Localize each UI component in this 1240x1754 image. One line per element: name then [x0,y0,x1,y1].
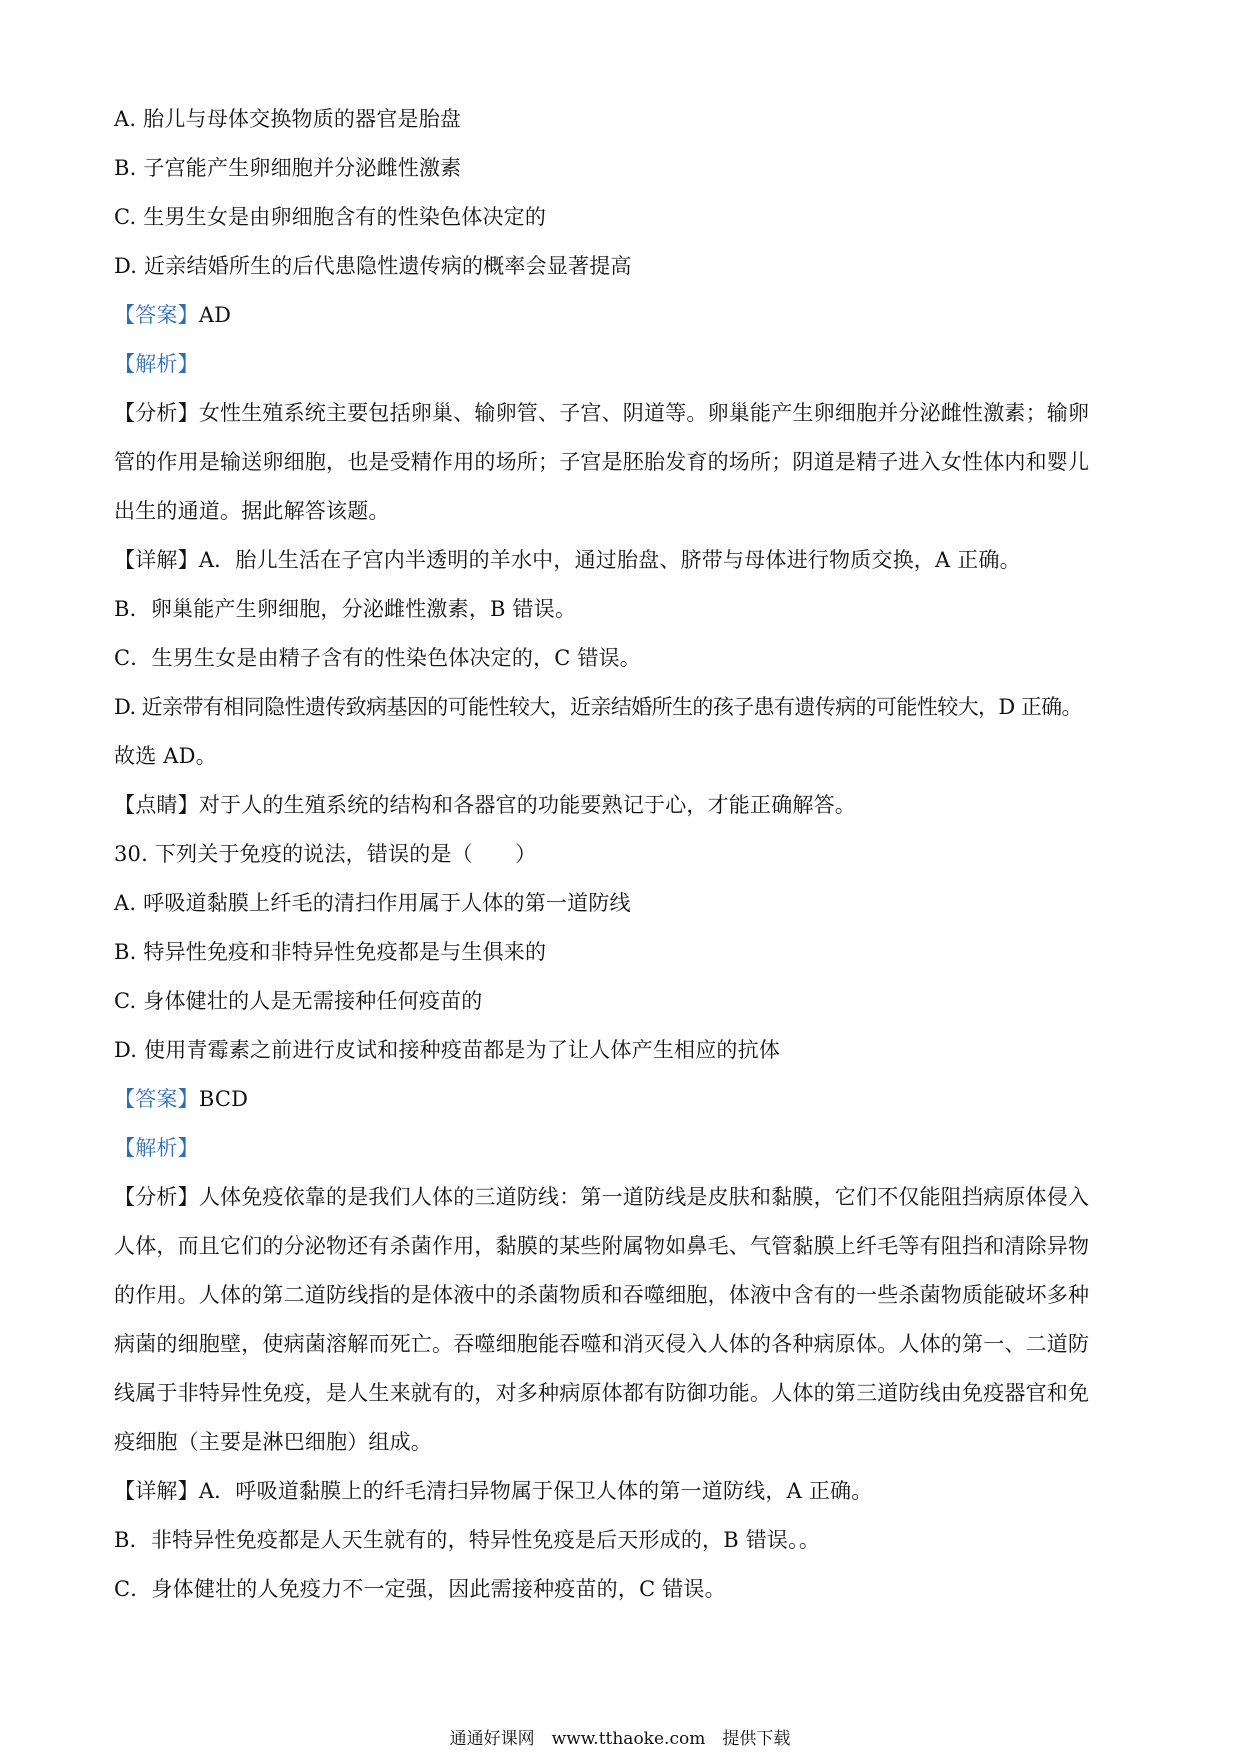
q30-option-d: D. 使用青霉素之前进行皮试和接种疫苗都是为了让人体产生相应的抗体 [114,1038,781,1062]
dianjing-tag: 【点睛】 [114,793,199,817]
q30-option-a: A. 呼吸道黏膜上纤毛的清扫作用属于人体的第一道防线 [114,891,631,915]
q29-xiangjie-b: B．卵巢能产生卵细胞，分泌雌性激素，B 错误。 [114,597,577,621]
q30-option-b: B. 特异性免疫和非特异性免疫都是与生俱来的 [114,940,547,964]
answer-value: AD [198,303,232,327]
q29-option-a: A. 胎儿与母体交换物质的器官是胎盘 [114,107,462,131]
q30-xiangjie-line-1 [114,1476,1134,1506]
xiangjie-tag: 【详解】 [114,548,199,572]
fenxi-text: 人体免疫依靠的是我们人体的三道防线：第一道防线是皮肤和黏膜，它们不仅能阻挡病原体侵入 [198,1185,1090,1209]
q29-xiangjie-d: D. 近亲带有相同隐性遗传致病基因的可能性较大，近亲结婚所生的孩子患有遗传病的可能性较大，D 正确。 [114,695,1082,719]
dianjing-text: 对于人的生殖系统的结构和各器官的功能要熟记于心，才能正确解答。 [198,793,857,817]
q29-dianjing-line [114,790,1134,820]
fenxi-tag: 【分析】 [114,1185,199,1209]
q29-xiangjie-line-1 [114,545,1134,575]
q29-analysis-heading [114,349,1134,379]
q29-fenxi-line-3: 出生的通道。据此解答该题。 [114,499,390,523]
q30-fenxi-line-5: 线属于非特异性免疫，是人生来就有的，对多种病原体都有防御功能。人体的第三道防线由免疫器官和免 [114,1381,1090,1405]
fenxi-text: 女性生殖系统主要包括卵巢、输卵管、子宫、阴道等。卵巢能产生卵细胞并分泌雌性激素；输卵 [198,401,1090,425]
q30-analysis-heading [114,1133,1134,1163]
q30-xiangjie-b: B．非特异性免疫都是人天生就有的，特异性免疫是后天形成的，B 错误。。 [114,1528,821,1552]
analysis-tag: 【解析】 [114,1136,199,1160]
q29-conclusion: 故选 AD。 [114,744,217,768]
q29-xiangjie-c: C．生男生女是由精子含有的性染色体决定的，C 错误。 [114,646,642,670]
q29-option-d: D. 近亲结婚所生的后代患隐性遗传病的概率会显著提高 [114,254,632,278]
q30-fenxi-line-2: 人体，而且它们的分泌物还有杀菌作用，黏膜的某些附属物如鼻毛、气管黏膜上纤毛等有阻挡和清除异物 [114,1234,1090,1258]
fenxi-tag: 【分析】 [114,401,199,425]
q29-option-c: C. 生男生女是由卵细胞含有的性染色体决定的 [114,205,547,229]
q29-fenxi-line-1 [114,398,1134,428]
q29-answer-line [114,300,1134,330]
answer-tag: 【答案】 [114,1087,199,1111]
q30-fenxi-line-3: 的作用。人体的第二道防线指的是体液中的杀菌物质和吞噬细胞，体液中含有的一些杀菌物质能破坏多种 [114,1283,1090,1307]
q29-option-b: B. 子宫能产生卵细胞并分泌雌性激素 [114,156,462,180]
xiangjie-text: A．胎儿生活在子宫内半透明的羊水中，通过胎盘、脐带与母体进行物质交换，A 正确。 [198,548,1021,572]
q29-fenxi-line-2: 管的作用是输送卵细胞，也是受精作用的场所；子宫是胚胎发育的场所；阴道是精子进入女性体内和婴儿 [114,450,1090,474]
answer-tag: 【答案】 [114,303,199,327]
q30-xiangjie-c: C．身体健壮的人免疫力不一定强，因此需接种疫苗的，C 错误。 [114,1577,726,1601]
q30-stem: 30. 下列关于免疫的说法，错误的是（ ） [114,842,537,866]
q30-answer-line [114,1084,1134,1114]
q30-option-c: C. 身体健壮的人是无需接种任何疫苗的 [114,989,483,1013]
xiangjie-tag: 【详解】 [114,1479,199,1503]
page-footer: 通通好课网 www.tthaoke.com 提供下载 [449,1729,791,1749]
q30-fenxi-line-1 [114,1182,1134,1212]
q30-fenxi-line-4: 病菌的细胞壁，使病菌溶解而死亡。吞噬细胞能吞噬和消灭侵入人体的各种病原体。人体的第一、二道防 [114,1332,1090,1356]
q30-fenxi-line-6: 疫细胞（主要是淋巴细胞）组成。 [114,1430,432,1454]
xiangjie-text: A．呼吸道黏膜上的纤毛清扫异物属于保卫人体的第一道防线，A 正确。 [198,1479,873,1503]
analysis-tag: 【解析】 [114,352,199,376]
answer-value: BCD [198,1087,249,1111]
